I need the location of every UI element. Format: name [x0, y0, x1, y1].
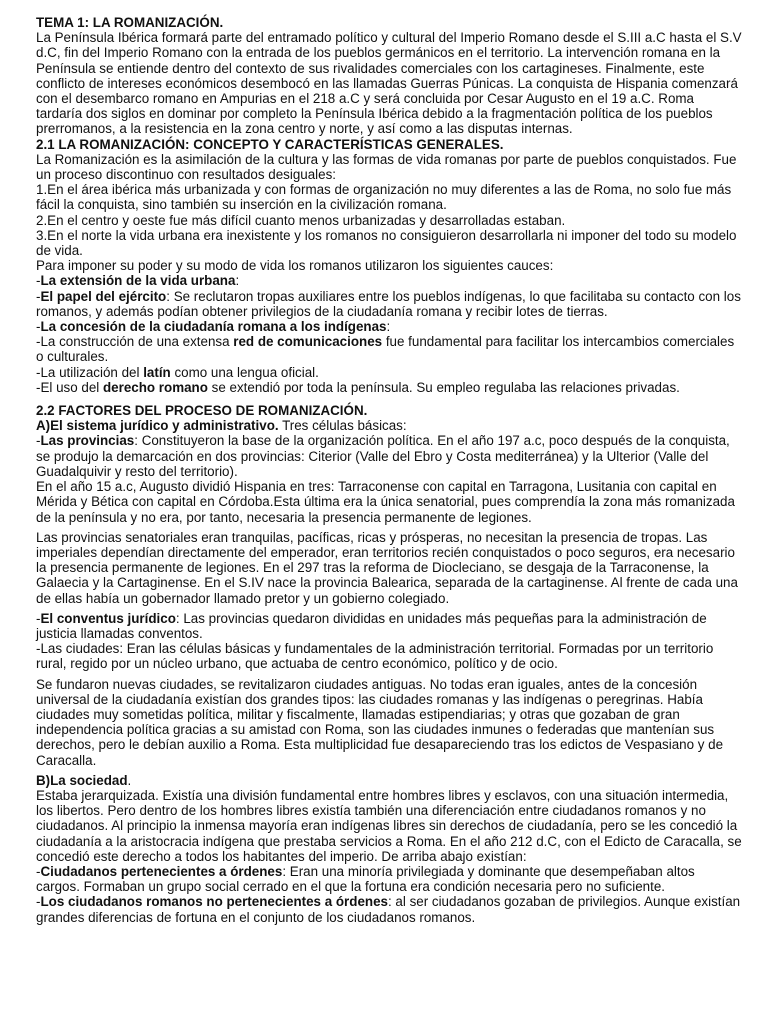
conventus-text: : Las provincias quedaron divididas en unidades más pequeñas para la administración de justicia llamadas conventos.	[36, 610, 707, 641]
section-1-paragraph: La Península Ibérica formará parte del entramado político y cultural del Imperio Romano desde el S.III a.C hasta el S.V d.C, fin del Imperio Romano con la entrada de los pueblos germánicos en el territorio. La intervención romana en la Península se entiende dentro del contexto de sus rivalidades comerciales con los cartagineses. Finalmente, este conflicto de intereses económicos desembocó en las llamadas Guerras Púnicas. La conquista de Hispania comenzará con el desembarco romano en Ampurias en el 218 a.C y será concluida por Cesar Augusto en el 19 a.C. Roma tardaría dos siglos en dominar por completo la Península Ibérica debido a la fragmentación política de los pueblos prerromanos, a la resistencia en la zona centro y norte, y así como a las disputas internas.	[36, 30, 742, 137]
augusto-paragraph: En el año 15 a.c, Augusto dividió Hispania en tres: Tarraconense con capital en Tarragona, Lusitania con capital en Mérida y Bética con capital en Córdoba.Esta última era la única senatorial, pues comprendía la zona más romanizada de la península y no era, por tanto, necesaria la presencia permanente de legiones.	[36, 479, 735, 525]
section-2-1-title: 2.1 LA ROMANIZACIÓN: CONCEPTO Y CARACTERÍSTICAS GENERALES.	[36, 136, 504, 152]
section-1-title: TEMA 1: LA ROMANIZACIÓN.	[36, 15, 224, 30]
channels-lead: Para imponer su poder y su modo de vida los romanos utilizaron los siguientes cauces:	[36, 258, 554, 274]
dash: -	[36, 894, 41, 910]
orders-citizens-paragraph	[36, 864, 742, 894]
channel-urban-life-term: La extensión de la vida urbana	[40, 273, 236, 289]
subsection-a-title	[36, 418, 742, 433]
dash: -	[36, 610, 41, 626]
subsection-a-term: A)El sistema jurídico y administrativo.	[36, 418, 279, 434]
provinces-text: : Constituyeron la base de la organización política. En el año 197 a.c, poco después de la conquista, se produjo la demarcación en dos provincias: Citerior (Valle del Ebro y Costa mediterránea) y la Ulterior (Valle del Guadalquivir y resto del territorio).	[36, 433, 730, 479]
provinces-term: Las provincias	[40, 433, 135, 449]
channel-citizenship	[36, 319, 742, 334]
channel-roads-pre: -La construcción de una extensa	[36, 334, 234, 350]
dash: -	[36, 273, 41, 289]
channel-urban-life-text: :	[235, 273, 240, 289]
channel-roman-law-text: se extendió por toda la península. Su empleo regulaba las relaciones privadas.	[207, 379, 680, 395]
channel-roman-law	[36, 380, 742, 395]
provinces-paragraph	[36, 433, 742, 479]
society-paragraph: Estaba jerarquizada. Existía una división fundamental entre hombres libres y esclavos, con una situación intermedia, los libertos. Pero dentro de los hombres libres existía también una diferenciación entre ciudadanos romanos y no ciudadanos. Al principio la inmensa mayoría eran indígenas libres sin derechos de ciudadanía, pero se les concedió la ciudadanía a la aristocracia indígena que prestaba servicios a Roma. En el año 212 d.C, con el Edicto de Caracalla, se concedió este derecho a todos los habitantes del imperio. De arriba abajo existían:	[36, 787, 742, 864]
channel-latin-pre: -La utilización del	[36, 364, 144, 380]
channel-latin	[36, 365, 742, 380]
conventus-paragraph	[36, 611, 742, 641]
channel-urban-life	[36, 273, 742, 288]
section-2-1-intro: La Romanización es la asimilación de la cultura y las formas de vida romanas por parte de pueblos conquistados. Fue un proceso discontinuo con resultados desiguales:	[36, 151, 737, 183]
non-orders-citizens-term: Los ciudadanos romanos no pertenecientes a órdenes	[40, 894, 388, 910]
channel-roman-law-term: derecho romano	[103, 379, 208, 395]
channel-roads-term: red de comunicaciones	[233, 334, 383, 350]
orders-citizens-text: : Eran una minoría privilegiada y dominante que desempeñaban altos cargos. Formaban un grupo social cerrado en el que la fortuna era condición necesaria pero no suficiente.	[36, 863, 695, 895]
dash: -	[36, 288, 41, 304]
senatorial-provinces-paragraph: Las provincias senatoriales eran tranquilas, pacíficas, ricas y prósperas, no necesitan la presencia de tropas. Las imperiales dependían directamente del emperador, eran territorios recién conquistados o poco seguros, era necesario la presencia permanente de legiones. En el 297 tras la reforma de Diocleciano, se desgaja de la Tarraconense, la Galaecia y la Cartaginense. En el S.IV nace la provincia Balearica, separada de la cartaginense. Al frente de cada una de ellas había un gobernador llamado pretor y un gobierno colegiado.	[36, 529, 738, 606]
list-item-2: 2.En el centro y oeste fue más difícil cuanto menos urbanizadas y desarrolladas estaban.	[36, 212, 566, 228]
subsection-b-text: .	[127, 772, 132, 788]
conventus-term: El conventus jurídico	[40, 610, 176, 626]
subsection-b-title	[36, 773, 742, 788]
channel-latin-text: como una lengua oficial.	[170, 364, 319, 380]
subsection-a-text: Tres células básicas:	[278, 418, 407, 434]
non-orders-citizens-text: : al ser ciudadanos gozaban de privilegios. Aunque existían grandes diferencias de fortuna en el conjunto de los ciudadanos romanos.	[36, 894, 741, 925]
channel-latin-term: latín	[143, 364, 171, 380]
channel-army	[36, 289, 742, 319]
subsection-b-term: B)La sociedad	[36, 772, 128, 788]
channel-roman-law-pre: -El uso del	[36, 379, 103, 395]
section-2-2-title: 2.2 FACTORES DEL PROCESO DE ROMANIZACIÓN.	[36, 403, 368, 419]
list-item-1: 1.En el área ibérica más urbanizada y con formas de organización no muy diferentes a las de Roma, no solo fue más fácil la conquista, sino también su inserción en la civilización romana.	[36, 182, 732, 213]
dash: -	[36, 319, 41, 335]
channel-roads	[36, 334, 742, 364]
dash: -	[36, 433, 41, 449]
channel-roads-text: fue fundamental para facilitar los intercambios comerciales o culturales.	[36, 334, 735, 365]
list-item-3: 3.En el norte la vida urbana era inexistente y los romanos no consiguieron desarrollarla ni imponer del todo su modelo de vida.	[36, 227, 737, 259]
channel-citizenship-term: La concesión de la ciudadanía romana a los indígenas	[40, 319, 387, 335]
non-orders-citizens-paragraph	[36, 894, 742, 924]
channel-army-term: El papel del ejército	[40, 288, 167, 304]
new-cities-paragraph: Se fundaron nuevas ciudades, se revitalizaron ciudades antiguas. No todas eran iguales, antes de la concesión universal de la ciudadanía existían dos grandes tipos: las ciudades romanas y las indígenas o peregrinas. Había ciudades muy sometidas política, militar y fiscalmente, llamadas estipendiarias; y otras que gozaban de gran independencia política gracias a su amistad con Roma, son las ciudades inmunes o federadas que mantenían sus derechos, pero le debían auxilio a Roma. Esta multiplicidad fue desapareciendo tras los edictos de Vespasiano y de Caracalla.	[36, 676, 724, 768]
dash: -	[36, 863, 41, 879]
channel-citizenship-text: :	[386, 319, 391, 335]
channel-army-text: : Se reclutaron tropas auxiliares entre los pueblos indígenas, lo que facilitaba su contacto con los romanos, y además podían obtener privilegios de la ciudadanía romana y recibir lotes de tierras.	[36, 288, 741, 319]
orders-citizens-term: Ciudadanos pertenecientes a órdenes	[40, 863, 283, 879]
cities-paragraph: -Las ciudades: Eran las células básicas y fundamentales de la administración territorial. Formadas por un territorio rural, regido por un núcleo urbano, que actuaba de centro económico, político y de ocio.	[36, 641, 714, 672]
